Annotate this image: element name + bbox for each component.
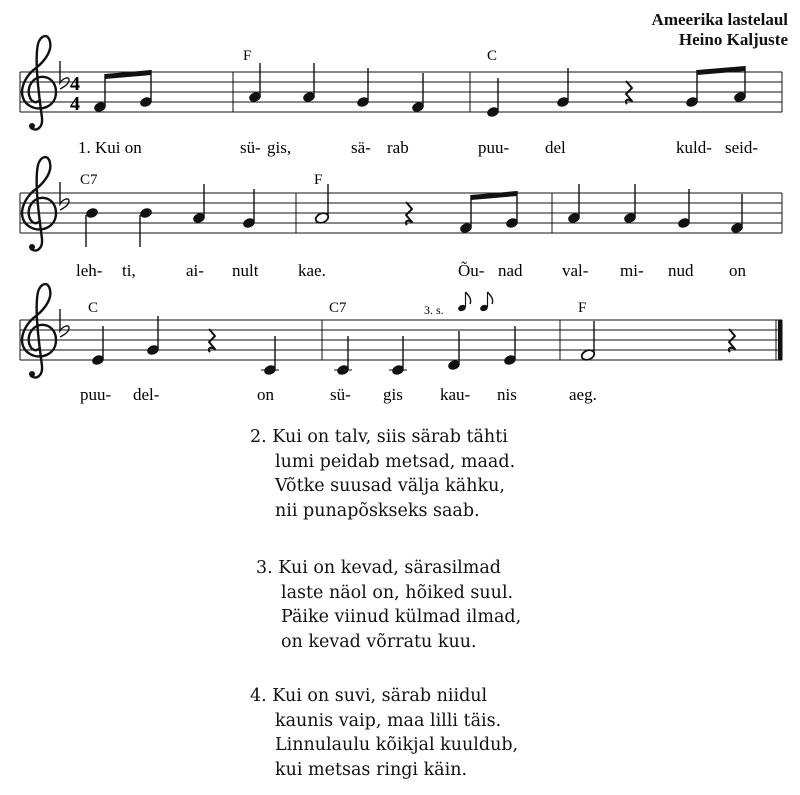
chord-symbol: F [314, 172, 323, 188]
lyric-syllable: 1. Kui on [78, 138, 142, 157]
note [242, 189, 256, 229]
note [580, 321, 595, 362]
note [447, 331, 461, 371]
note [85, 207, 99, 247]
lyric-syllable: puu- [80, 385, 112, 404]
note [685, 70, 699, 108]
note [91, 326, 105, 366]
lyric-syllable: on [257, 385, 274, 404]
verse-line: kaunis vaip, maa lilli täis. [275, 710, 502, 731]
note [389, 336, 407, 376]
lyric-syllable: nult [232, 261, 259, 280]
note [503, 326, 517, 366]
lyric-syllable: aeg. [569, 385, 597, 404]
verse-4 [250, 684, 518, 782]
lyric-syllable: kae. [298, 261, 326, 280]
note [730, 194, 744, 234]
beam [105, 70, 151, 79]
lyric-syllable: kuld- [676, 138, 712, 157]
lyric-syllable: del [545, 138, 566, 157]
verse-line: Linnulaulu kõikjal kuuldub, [275, 735, 519, 755]
verse-number: 4. [250, 686, 267, 706]
chord-symbol: F [578, 300, 587, 316]
beam [697, 66, 745, 75]
lyric-syllable: gis, [267, 138, 292, 157]
song-title: Ameerika lastelaul [651, 10, 788, 29]
note [261, 336, 279, 376]
chord-symbol: C [88, 300, 99, 316]
chord-symbol: C7 [80, 172, 98, 188]
verse-2 [250, 425, 515, 523]
note [623, 184, 637, 224]
eighth-note-icon [457, 292, 470, 312]
note [556, 68, 570, 108]
time-signature-bottom: 4 [70, 93, 80, 115]
lyric-syllable: nad [498, 261, 523, 280]
verse-line: laste näol on, hõiked suul. [281, 582, 514, 603]
verse-line: nii punapõskseks saab. [275, 500, 480, 521]
note [192, 184, 206, 224]
verse-line: Võtke suusad välja kähku, [275, 476, 505, 496]
treble-clef-icon [22, 157, 56, 250]
note [139, 207, 153, 247]
lyric-syllable: mi- [620, 261, 644, 280]
lyric-syllable: sü- [240, 138, 261, 157]
lyric-syllable: puu- [478, 138, 510, 157]
note [677, 189, 691, 229]
composer-credit: Heino Kaljuste [678, 30, 788, 49]
lyric-syllable: nud [668, 261, 694, 280]
eighth-note-icon [479, 292, 492, 312]
flat-key-signature-icon [60, 61, 69, 89]
lyric-syllable: rab [387, 138, 409, 157]
verse-line: lumi peidab metsad, maad. [275, 451, 516, 472]
lyric-syllable: leh- [76, 261, 103, 280]
note [567, 184, 581, 224]
third-verse-label: 3. s. [424, 303, 444, 317]
lyric-syllable: del- [133, 385, 160, 404]
verse-line: kui metsas ringi käin. [275, 759, 468, 780]
chord-symbol: F [243, 48, 252, 64]
note [411, 73, 425, 113]
verse-line: Kui on talv, siis särab tähti [272, 427, 508, 447]
note [302, 63, 316, 103]
flat-key-signature-icon [60, 182, 69, 210]
note [93, 74, 107, 113]
lyric-syllable: Õu- [458, 261, 485, 280]
beam [471, 191, 517, 200]
lyric-syllable: nis [497, 385, 517, 404]
lyric-syllable: val- [562, 261, 589, 280]
lyric-syllable: kau- [440, 385, 471, 404]
treble-clef-icon [22, 36, 56, 129]
lyric-syllable: seid- [725, 138, 759, 157]
chord-symbol: C [487, 48, 498, 64]
verse-line: Kui on kevad, särasilmad [278, 558, 501, 578]
lyric-syllable: gis [383, 385, 403, 404]
chord-symbol: C7 [329, 300, 347, 316]
treble-clef-icon [22, 284, 56, 377]
verse-number: 2. [250, 427, 267, 447]
note [356, 68, 370, 108]
lyric-syllable: ai- [186, 261, 204, 280]
staff-system-2 [20, 157, 782, 280]
verse-line: on kevad võrratu kuu. [281, 631, 477, 652]
lyric-syllable: on [729, 261, 746, 280]
verse-3 [256, 556, 521, 654]
note [146, 316, 160, 356]
lyric-syllable: sä- [351, 138, 371, 157]
note [248, 63, 262, 103]
note [334, 336, 352, 376]
note [486, 78, 500, 118]
time-signature-top: 4 [70, 73, 80, 95]
final-barline [778, 320, 783, 360]
staff-system-3 [20, 284, 783, 404]
lyric-syllable: ti, [122, 261, 136, 280]
staff-system-1 [20, 36, 782, 157]
lyric-syllable: sü- [330, 385, 351, 404]
verse-line: Kui on suvi, särab niidul [272, 686, 488, 706]
note [459, 195, 473, 234]
note [314, 184, 329, 225]
verse-line: Päike viinud külmad ilmad, [281, 607, 522, 627]
flat-key-signature-icon [60, 309, 69, 337]
verse-number: 3. [256, 558, 273, 578]
